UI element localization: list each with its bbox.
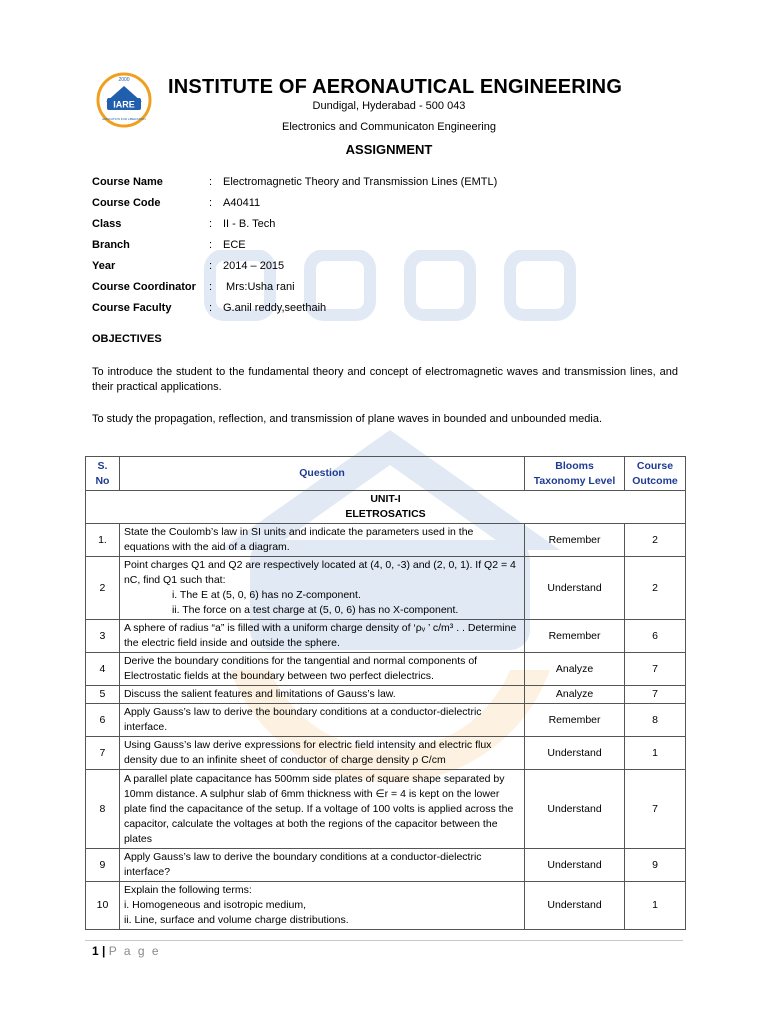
row-outcome: 1 — [624, 737, 685, 770]
table-row — [86, 620, 686, 653]
page-word: P a g e — [108, 944, 161, 958]
unit-row — [86, 491, 686, 524]
unit-title: UNIT-I — [370, 493, 401, 505]
coordinator-value: Mrs:Usha rani — [223, 281, 295, 293]
row-question: Using Gauss’s law derive expressions for electric field intensity and electric flux density due to an infinite sheet of conductor of charge density ρ C/cm — [119, 737, 524, 770]
row-question: A parallel plate capacitance has 500mm side plates of square shape separated by 10mm distance. A sulphur slab of 6mm thickness with ∈r = 4 is kept on the lower plate find the capacitance of the setup. If a voltage of 100 volts is applied across the capacitor, calculate the voltages at both the regions of the capacitor between the plates — [119, 770, 524, 849]
table-row — [86, 557, 686, 620]
page-number: 1 — [92, 944, 99, 958]
row-outcome: 7 — [624, 770, 685, 849]
footer-divider — [85, 940, 683, 941]
row-level: Analyze — [525, 653, 625, 686]
header-blooms: Blooms Taxonomy Level — [525, 457, 625, 491]
row-sno: 8 — [86, 770, 120, 849]
question-text: Explain the following terms: — [123, 884, 252, 896]
row-outcome: 9 — [624, 849, 685, 882]
question-text: Point charges Q1 and Q2 are respectively located at (4, 0, -3) and (2, 0, 1). If Q2 = 4 nC, find Q1 such that: — [123, 559, 516, 586]
row-sno: 2 — [86, 557, 120, 620]
question-subitem: ii. Line, surface and volume charge distributions. — [123, 914, 349, 926]
table-row — [86, 653, 686, 686]
course-code-value: A40411 — [223, 197, 261, 209]
row-level: Remember — [525, 620, 625, 653]
table-row — [86, 704, 686, 737]
course-name-label: Course Name — [92, 176, 163, 188]
row-question: A sphere of radius “a” is filled with a uniform charge density of ‘ρᵥ ’ c/m³ . . Determine the electric field inside and outside the sphere. — [119, 620, 524, 653]
branch-value: ECE — [223, 239, 246, 251]
faculty-label: Course Faculty — [92, 302, 172, 314]
row-level: Remember — [525, 704, 625, 737]
table-row — [86, 686, 686, 704]
table-row — [86, 770, 686, 849]
row-question: State the Coulomb’s law in SI units and indicate the parameters used in the equations with the aid of a diagram. — [119, 524, 524, 557]
coordinator-label: Course Coordinator — [92, 281, 196, 293]
department: Electronics and Communicaton Engineering — [281, 121, 496, 133]
branch-label: Branch — [92, 239, 130, 251]
row-outcome: 2 — [624, 557, 685, 620]
row-level: Understand — [525, 849, 625, 882]
table-row — [86, 849, 686, 882]
row-sno: 4 — [86, 653, 120, 686]
faculty-value: G.anil reddy,seethaih — [223, 302, 327, 314]
document-title: ASSIGNMENT — [345, 142, 433, 157]
header-question: Question — [119, 457, 524, 491]
year-value: 2014 – 2015 — [223, 260, 285, 272]
row-level: Understand — [525, 882, 625, 930]
row-outcome: 7 — [624, 686, 685, 704]
year-label: Year — [92, 260, 116, 272]
class-value: II - B. Tech — [223, 218, 276, 230]
row-question: Derive the boundary conditions for the tangential and normal components of Electrostatic fields at the boundary between two perfect dielectrics. — [119, 653, 524, 686]
row-sno: 10 — [86, 882, 120, 930]
row-question — [119, 557, 524, 620]
row-question — [119, 882, 524, 930]
header-outcome: Course Outcome — [624, 457, 685, 491]
logo-year: 2000 — [118, 77, 130, 83]
table-row — [86, 882, 686, 930]
institute-title: INSTITUTE OF AERONAUTICAL ENGINEERING — [168, 76, 623, 98]
row-outcome: 2 — [624, 524, 685, 557]
logo-text: IARE — [113, 99, 135, 110]
assignment-table — [85, 456, 686, 930]
row-outcome: 8 — [624, 704, 685, 737]
objective-paragraph: To study the propagation, reflection, and transmission of plane waves in bounded and unbounded media. — [92, 413, 603, 425]
page-footer — [92, 944, 161, 958]
course-name-value: Electromagnetic Theory and Transmission Lines (EMTL) — [223, 176, 498, 188]
address: Dundigal, Hyderabad - 500 043 — [312, 100, 466, 112]
logo-motto: EDUCATION FOR LIBERATION — [102, 117, 146, 121]
row-outcome: 7 — [624, 653, 685, 686]
table-row — [86, 524, 686, 557]
row-level: Understand — [525, 737, 625, 770]
question-subitem: ii. The force on a test charge at (5, 0, 6) has no X-component. — [171, 604, 459, 616]
row-outcome: 1 — [624, 882, 685, 930]
table-header-row — [86, 457, 686, 491]
class-label: Class — [92, 218, 122, 230]
objectives-heading: OBJECTIVES — [92, 333, 162, 345]
row-level: Remember — [525, 524, 625, 557]
row-sno: 1. — [86, 524, 120, 557]
unit-subtitle: ELETROSATICS — [345, 508, 426, 520]
row-sno: 7 — [86, 737, 120, 770]
row-question: Discuss the salient features and limitations of Gauss’s law. — [119, 686, 524, 704]
table-row — [86, 737, 686, 770]
row-question: Apply Gauss’s law to derive the boundary conditions at a conductor-dielectric interface. — [119, 704, 524, 737]
row-level: Understand — [525, 557, 625, 620]
footer-separator: | — [102, 944, 106, 958]
question-subitem: i. The E at (5, 0, 6) has no Z-component. — [171, 589, 361, 601]
row-outcome: 6 — [624, 620, 685, 653]
row-sno: 6 — [86, 704, 120, 737]
course-code-label: Course Code — [92, 197, 161, 209]
objective-paragraph: To introduce the student to the fundamental theory and concept of electromagnetic waves and transmission lines, and their practical applications. — [92, 366, 678, 393]
row-level: Understand — [525, 770, 625, 849]
row-sno: 3 — [86, 620, 120, 653]
row-question: Apply Gauss’s law to derive the boundary conditions at a conductor-dielectric interface? — [119, 849, 524, 882]
row-sno: 9 — [86, 849, 120, 882]
header-sno: S. No — [86, 457, 120, 491]
row-level: Analyze — [525, 686, 625, 704]
row-sno: 5 — [86, 686, 120, 704]
question-subitem: i. Homogeneous and isotropic medium, — [123, 899, 307, 911]
